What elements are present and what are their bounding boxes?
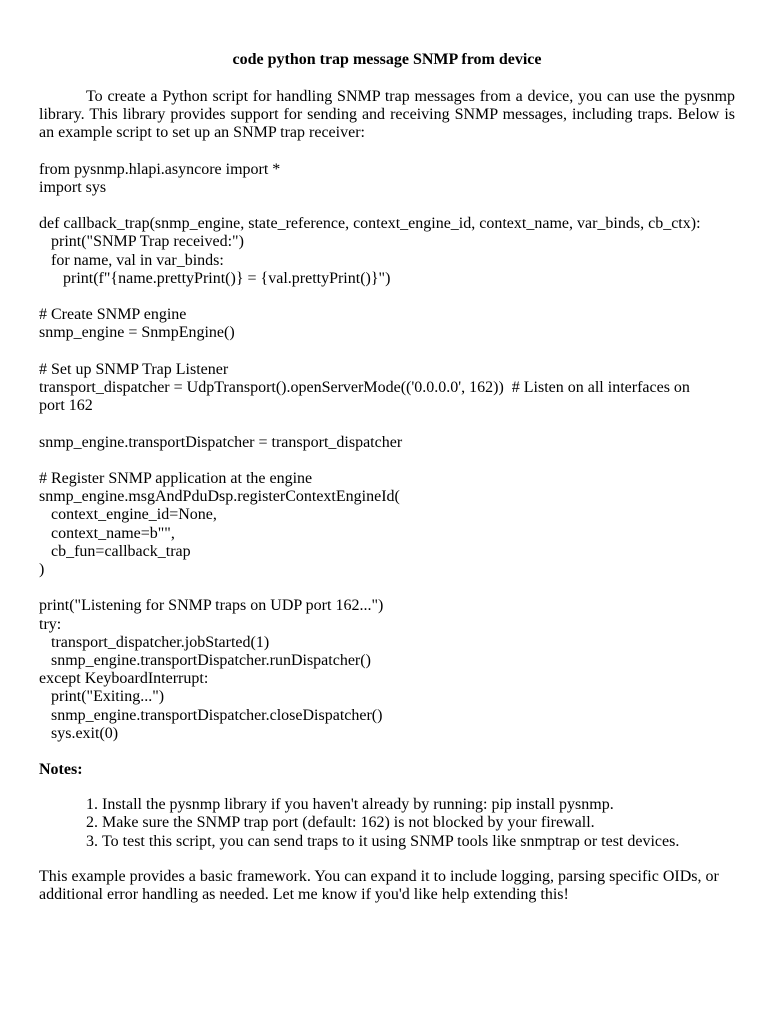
- code-line: [39, 415, 735, 433]
- code-line: import sys: [39, 178, 107, 196]
- code-line: cb_fun=callback_trap: [39, 542, 191, 560]
- intro-paragraph: To create a Python script for handling SNMP trap messages from a device, you can use the pysnmp library. This library provides support for sending and receiving SNMP messages, including traps. Below is an example script to set up an SNMP trap receiver:: [39, 88, 735, 142]
- code-line: print("Listening for SNMP traps on UDP port 162..."): [39, 597, 384, 615]
- code-line: [39, 452, 735, 470]
- code-line: sys.exit(0): [39, 724, 119, 742]
- note-item: 2. Make sure the SNMP trap port (default: 162) is not blocked by your firewall.: [102, 814, 735, 832]
- code-line: snmp_engine.transportDispatcher.closeDispatcher(): [39, 706, 383, 724]
- code-line: context_engine_id=None,: [39, 506, 217, 524]
- code-line: print(f"{name.prettyPrint()} = {val.prettyPrint()}"): [39, 269, 391, 287]
- code-line: for name, val in var_binds:: [39, 251, 224, 269]
- code-line: print("Exiting..."): [39, 688, 165, 706]
- code-line: port 162: [39, 397, 93, 415]
- code-line: [39, 579, 735, 597]
- code-line: from pysnmp.hlapi.asyncore import *: [39, 160, 281, 178]
- code-block: [39, 161, 735, 743]
- code-line: except KeyboardInterrupt:: [39, 670, 209, 688]
- code-line: transport_dispatcher.jobStarted(1): [39, 633, 270, 651]
- code-line: try:: [39, 615, 62, 633]
- code-line: [39, 197, 735, 215]
- document-title: code python trap message SNMP from device: [232, 51, 542, 68]
- code-line: snmp_engine.transportDispatcher = transport_dispatcher: [39, 433, 403, 451]
- code-line: transport_dispatcher = UdpTransport().openServerMode(('0.0.0.0', 162)) # Listen on all interfaces on: [39, 379, 690, 396]
- code-line: ): [39, 561, 45, 578]
- code-line: # Create SNMP engine: [39, 306, 187, 324]
- code-line: context_name=b"",: [39, 524, 175, 542]
- notes-heading: Notes:: [39, 761, 83, 779]
- code-line: snmp_engine.transportDispatcher.runDispatcher(): [39, 652, 371, 669]
- note-item: 1. Install the pysnmp library if you haven't already by running: pip install pysnmp.: [102, 796, 735, 814]
- code-line: # Set up SNMP Trap Listener: [39, 360, 229, 378]
- code-line: snmp_engine.msgAndPduDsp.registerContextEngineId(: [39, 488, 400, 506]
- note-item: 3. To test this script, you can send traps to it using SNMP tools like snmptrap or test devices.: [102, 833, 735, 851]
- code-line: def callback_trap(snmp_engine, state_reference, context_engine_id, context_name, var_binds, cb_ctx):: [39, 215, 701, 233]
- code-line: snmp_engine = SnmpEngine(): [39, 324, 235, 342]
- code-line: print("SNMP Trap received:"): [39, 233, 244, 251]
- notes-list: [39, 796, 735, 851]
- closing-paragraph: This example provides a basic framework. You can expand it to include logging, parsing specific OIDs, or additional error handling as needed. Let me know if you'd like help extending this!: [39, 867, 719, 904]
- document-page: [39, 50, 735, 904]
- code-line: # Register SNMP application at the engine: [39, 469, 313, 487]
- code-line: [39, 288, 735, 306]
- code-line: [39, 343, 735, 361]
